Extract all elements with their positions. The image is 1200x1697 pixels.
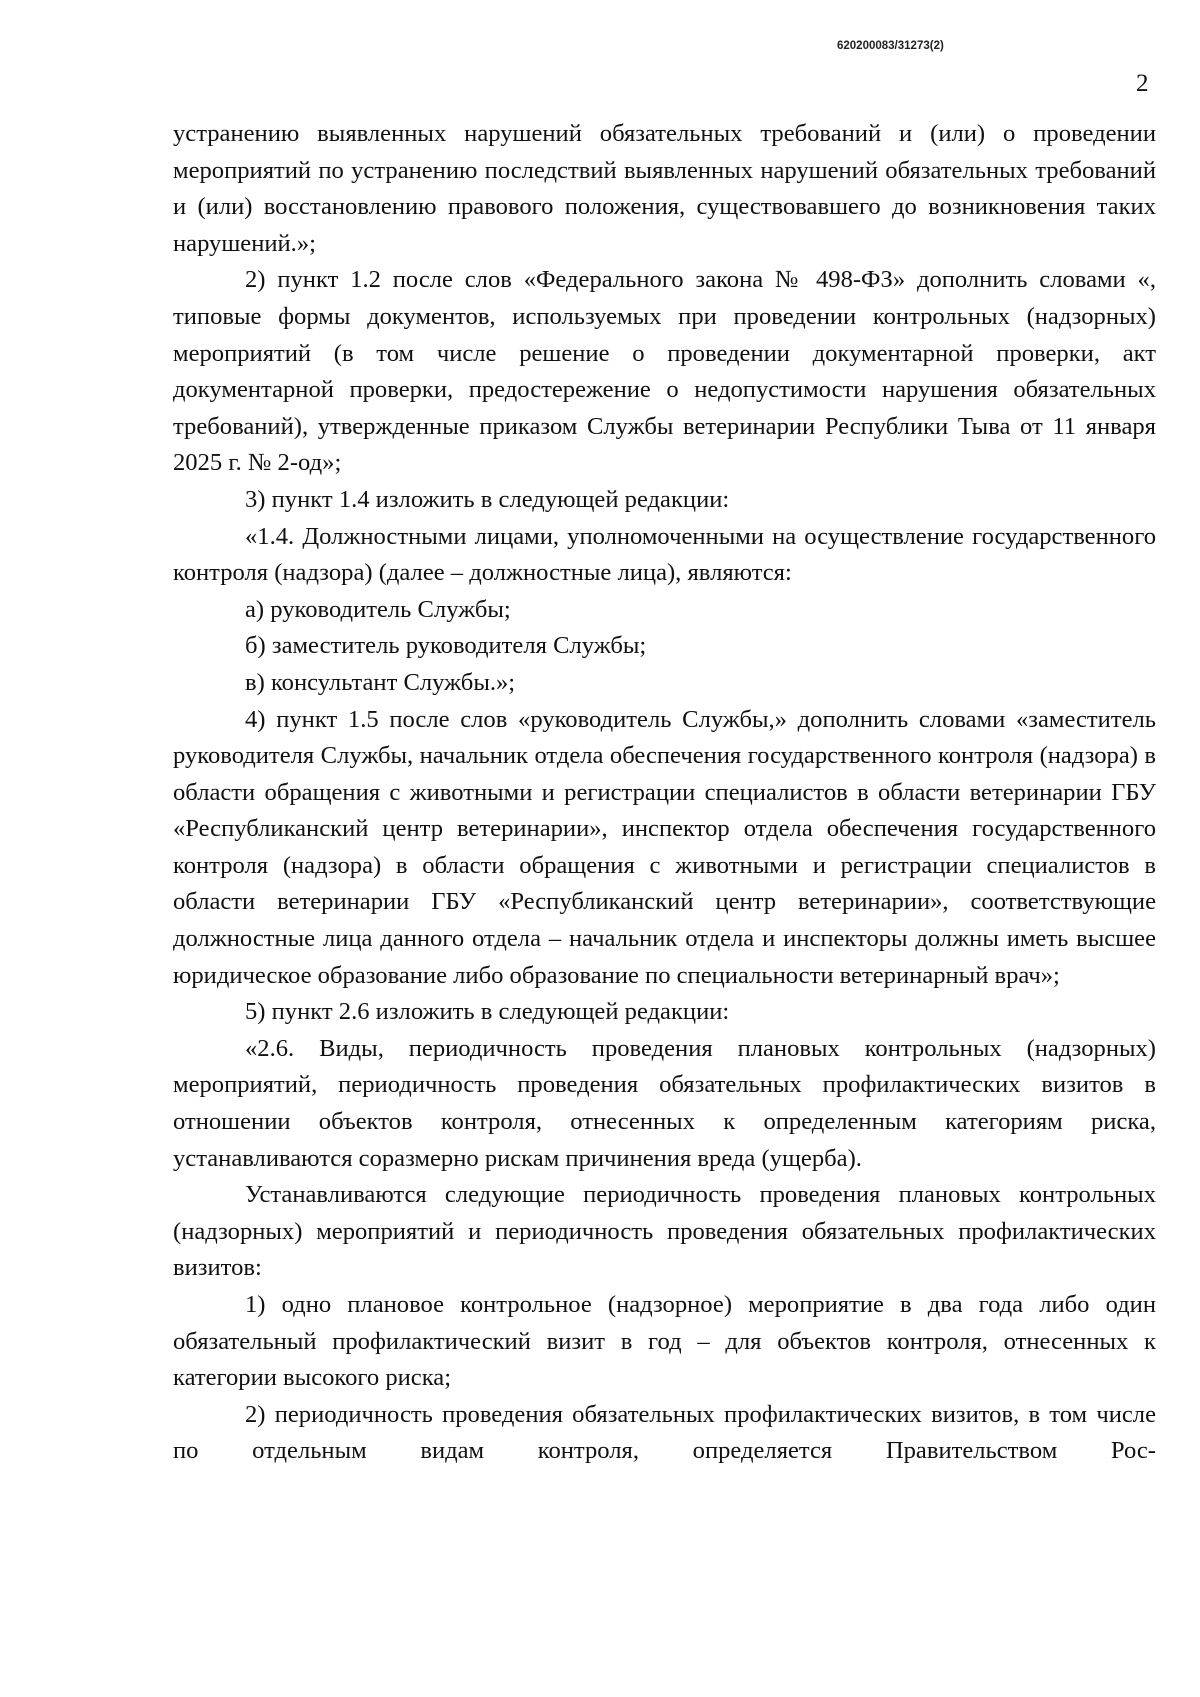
- paragraph-item-4: 4) пункт 1.5 после слов «руководитель Службы,» дополнить словами «заместитель руководителя Службы, начальник отдела обеспечения государственного контроля (надзора) в области обращения с животными и регистрации специалистов в области ветеринарии ГБУ «Республиканский центр ветеринарии», инспектор отдела обеспечения государственного контроля (надзора) в области обращения с животными и регистрации специалистов в области ветеринарии ГБУ «Республиканский центр ветеринарии», соответствующие должностные лица данного отдела – начальник отдела и инспекторы должны иметь высшее юридическое образование либо образование по специальности ветеринарный врач»;: [173, 705, 1156, 989]
- paragraph-clause-2-6: «2.6. Виды, периодичность проведения плановых контрольных (надзорных) мероприятий, периодичность проведения обязательных профилактических визитов в отношении объектов контроля, отнесенных к определенным категориям риска, устанавливаются соразмерно рискам причинения вреда (ущерба).: [173, 1034, 1156, 1172]
- paragraph-item-2: 2) пункт 1.2 после слов «Федерального закона № 498-ФЗ» дополнить словами «, типовые формы документов, используемых при проведении контрольных (надзорных) мероприятий (в том числе решение о проведении документарной проверки, акт документарной проверки, предостережение о недопустимости нарушения обязательных требований), утвержденные приказом Службы ветеринарии Республики Тыва от 11 января 2025 г. № 2-од»;: [173, 266, 1156, 477]
- paragraph-periodicity-intro: Устанавливаются следующие периодичность проведения плановых контрольных (надзорных) мероприятий и периодичность проведения обязательных профилактических визитов:: [173, 1181, 1156, 1282]
- paragraph-item-5: 5) пункт 2.6 изложить в следующей редакции:: [245, 998, 730, 1026]
- paragraph-clause-1-4-a: а) руководитель Службы;: [245, 595, 511, 623]
- document-registration-number: 620200083/31273(2): [837, 40, 944, 52]
- page-number: 2: [1136, 70, 1149, 97]
- paragraph-periodicity-1: 1) одно плановое контрольное (надзорное) мероприятие в два года либо один обязательный профилактический визит в год – для объектов контроля, отнесенных к категории высокого риска;: [173, 1291, 1156, 1392]
- paragraph-continuation: устранению выявленных нарушений обязательных требований и (или) о проведении мероприятий по устранению последствий выявленных нарушений обязательных требований и (или) восстановлению правового положения, существовавшего до возникновения таких нарушений.»;: [173, 120, 1156, 257]
- paragraph-clause-1-4-b: б) заместитель руководителя Службы;: [245, 632, 647, 660]
- paragraph-clause-1-4-c: в) консультант Службы.»;: [245, 668, 516, 696]
- paragraph-periodicity-2: 2) периодичность проведения обязательных профилактических визитов, в том числе по отдельным видам контроля, определяется Правительством Рос-: [173, 1400, 1156, 1465]
- document-body: [173, 116, 1156, 1470]
- paragraph-clause-1-4: «1.4. Должностными лицами, уполномоченными на осуществление государственного контроля (надзора) (далее – должностные лица), являются:: [173, 522, 1156, 587]
- paragraph-item-3: 3) пункт 1.4 изложить в следующей редакции:: [245, 485, 730, 513]
